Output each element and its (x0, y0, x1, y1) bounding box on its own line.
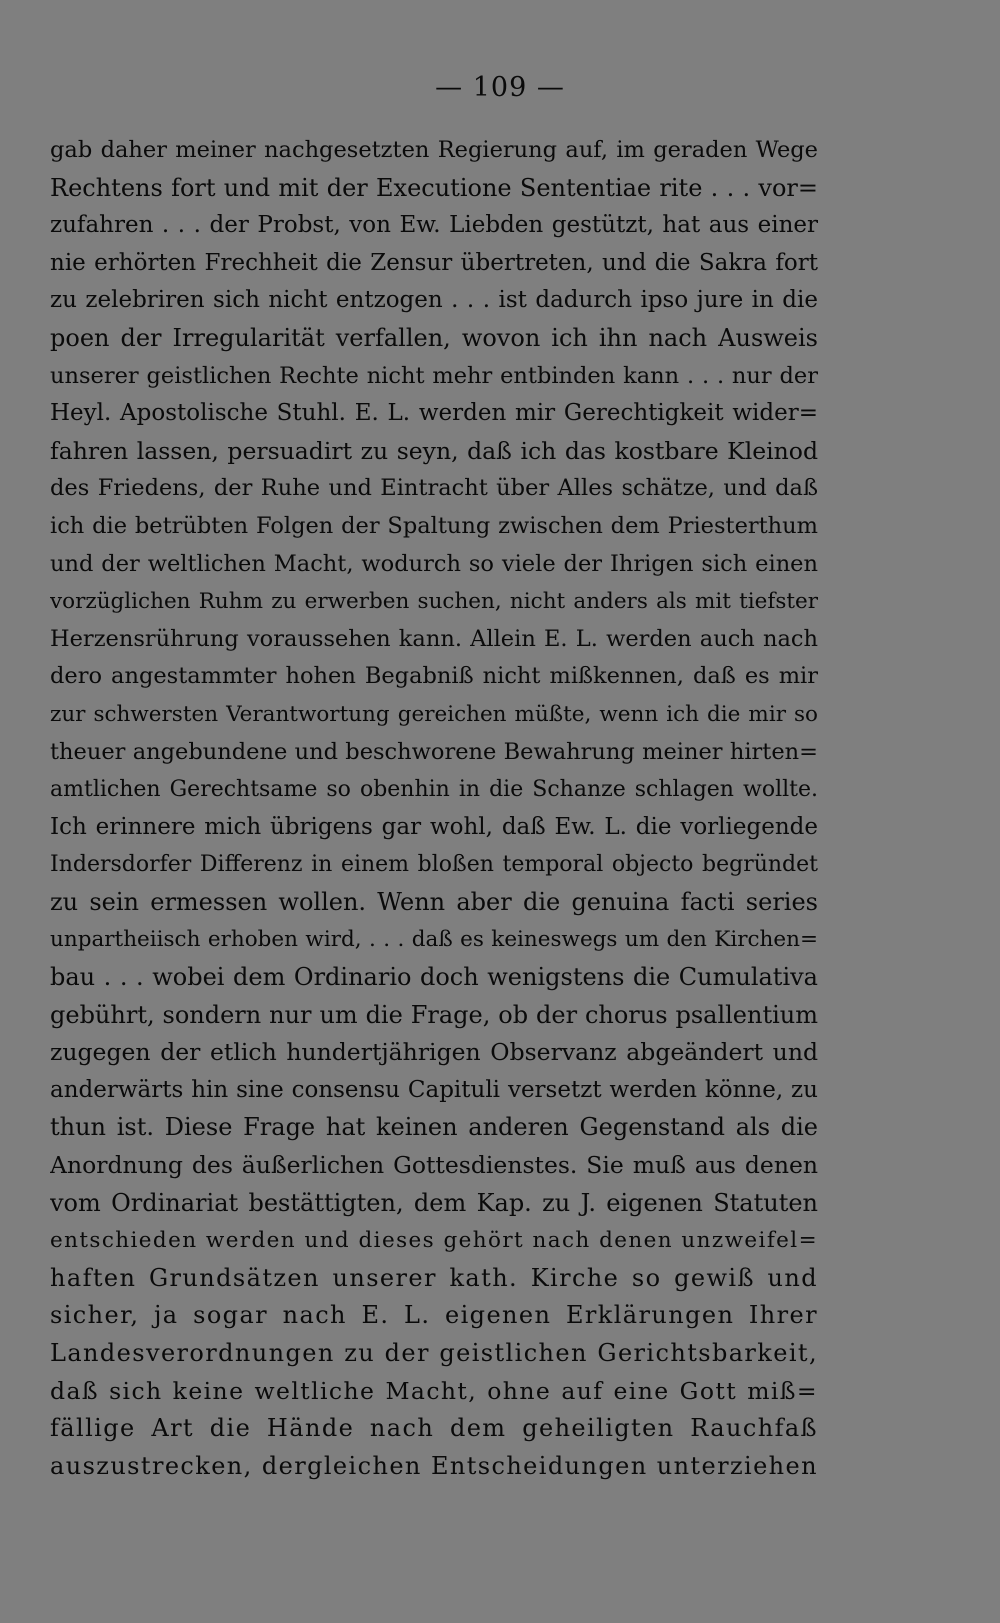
text-line: gebührt, sondern nur um die Frage, ob der chorus psallentium (50, 1000, 818, 1029)
text-line: gab daher meiner nachgesetzten Regierung auf, im geraden Wege (50, 137, 818, 163)
text-line: zu zelebriren sich nicht entzogen . . . ist dadurch ipso jure in die (50, 287, 818, 314)
text-line: Heyl. Apostolische Stuhl. E. L. werden mir Gerechtigkeit wider= (50, 400, 818, 427)
text-line: nie erhörten Frechheit die Zensur übertreten, und die Sakra fort (50, 249, 818, 276)
page-number: — 109 — (435, 72, 565, 103)
text-line: fällige Art die Hände nach dem geheiligten Rauchfaß (50, 1414, 818, 1443)
text-line: Indersdorfer Differenz in einem bloßen temporal objecto begründet (50, 852, 818, 878)
text-line: zugegen der etlich hundertjährigen Observanz abgeändert und (50, 1038, 818, 1067)
text-line: Anordnung des äußerlichen Gottesdienstes. Sie muß aus denen (50, 1151, 818, 1180)
text-line: amtlichen Gerechtsame so obenhin in die Schanze schlagen wollte. (50, 777, 818, 803)
text-line: sicher, ja sogar nach E. L. eigenen Erklärungen Ihrer (50, 1301, 818, 1330)
text-line: vom Ordinariat bestättigten, dem Kap. zu J. eigenen Statuten (50, 1188, 818, 1217)
text-line: entschieden werden und dieses gehört nach denen unzweifel= (50, 1228, 818, 1254)
text-line: fahren lassen, persuadirt zu seyn, daß ich das kostbare Kleinod (50, 436, 818, 465)
text-line: poen der Irregularität verfallen, wovon ich ihn nach Ausweis (50, 323, 818, 352)
text-line: Ich erinnere mich übrigens gar wohl, daß Ew. L. die vorliegende (50, 813, 818, 840)
text-line: Landesverordnungen zu der geistlichen Gerichtsbarkeit, (50, 1339, 818, 1367)
text-line: Rechtens fort und mit der Executione Sententiae rite . . . vor= (50, 173, 818, 202)
text-line: haften Grundsätzen unserer kath. Kirche so gewiß und (50, 1263, 818, 1292)
text-line: auszustrecken, dergleichen Entscheidungen unterziehen (50, 1451, 818, 1480)
text-line: zu sein ermessen wollen. Wenn aber die genuina facti series (50, 887, 818, 916)
text-line: anderwärts hin sine consensu Capituli versetzt werden könne, zu (50, 1076, 818, 1103)
text-line: ich die betrübten Folgen der Spaltung zwischen dem Priesterthum (50, 512, 818, 539)
text-line: des Friedens, der Ruhe und Eintracht über Alles schätze, und daß (50, 475, 818, 502)
text-line: Herzensrührung voraussehen kann. Allein E. L. werden auch nach (50, 625, 818, 652)
text-line: vorzüglichen Ruhm zu erwerben suchen, nicht anders als mit tiefster (50, 589, 818, 615)
body-text (50, 132, 818, 1485)
text-line: dero angestammter hohen Begabniß nicht mißkennen, daß es mir (50, 663, 818, 690)
text-line: unserer geistlichen Rechte nicht mehr entbinden kann . . . nur der (50, 362, 818, 389)
text-line: zur schwersten Verantwortung gereichen müßte, wenn ich die mir so (50, 701, 818, 727)
text-line: thun ist. Diese Frage hat keinen anderen Gegenstand als die (50, 1113, 818, 1142)
text-line: theuer angebundene und beschworene Bewahrung meiner hirten= (50, 738, 818, 765)
text-line: daß sich keine weltliche Macht, ohne auf eine Gott miß= (50, 1376, 818, 1405)
text-line: unpartheiisch erhoben wird, . . . daß es keineswegs um den Kirchen= (50, 927, 818, 953)
text-line: bau . . . wobei dem Ordinario doch wenigstens die Cumulativa (50, 963, 818, 992)
text-line: zufahren . . . der Probst, von Ew. Liebden gestützt, hat aus einer (50, 212, 818, 239)
text-line: und der weltlichen Macht, wodurch so viele der Ihrigen sich einen (50, 550, 818, 577)
